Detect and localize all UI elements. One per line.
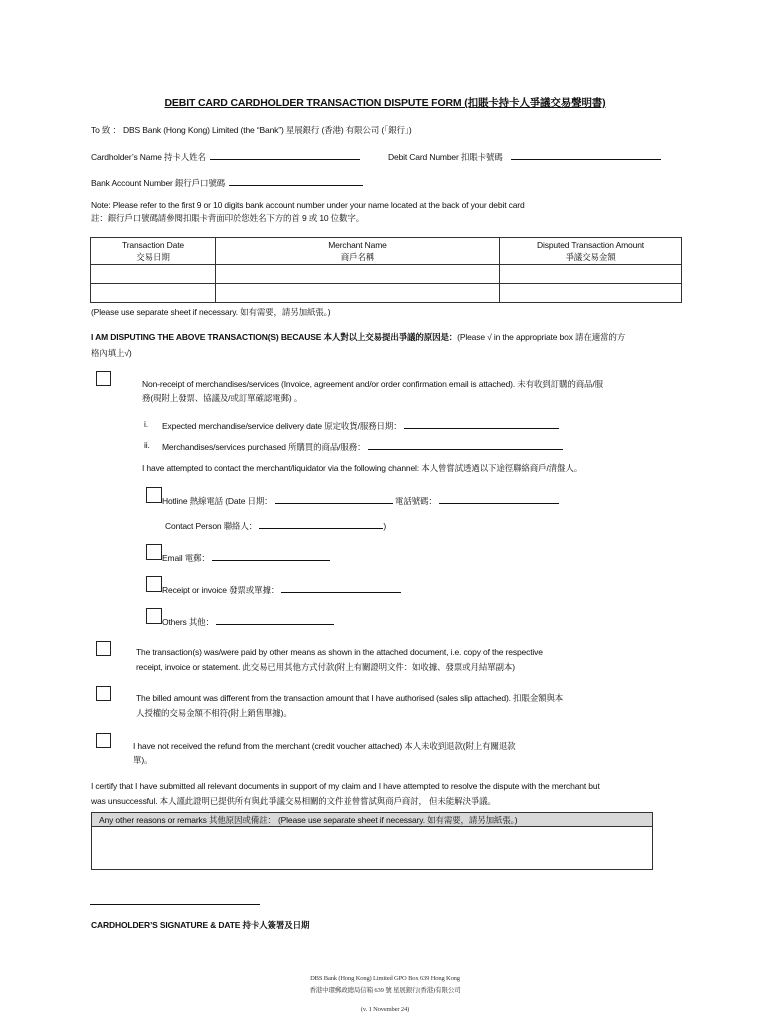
header-disputed-amount: Disputed Transaction Amount 爭議交易金額 bbox=[500, 238, 682, 265]
disputing-instruction-cont: 格內填上√) bbox=[91, 348, 132, 358]
contact-person-field[interactable] bbox=[259, 519, 383, 529]
table-header-row bbox=[91, 238, 682, 265]
merchandise-purchased-label: Merchandises/services purchased 所購買的商品/服務： bbox=[162, 442, 366, 452]
disputing-heading: I AM DISPUTING THE ABOVE TRANSACTION(S) BECAUSE 本人對以上交易提出爭議的原因是： bbox=[91, 332, 458, 342]
to-line: To 致 ： DBS Bank (Hong Kong) Limited (the “Bank”) 星展銀行 (香港) 有限公司 (「銀行」) bbox=[91, 125, 412, 135]
receipt-row bbox=[162, 583, 401, 596]
remarks-header: Any other reasons or remarks 其他原因或備註： (Please use separate sheet if necessary. 如有需要，請另加紙張。) bbox=[91, 812, 653, 826]
contact-person-label: Contact Person 聯絡人： bbox=[165, 521, 258, 531]
billed-amount-line1: The billed amount was different from the transaction amount that I have authorised (sales slip attached). 扣賬金額與本 bbox=[136, 693, 564, 703]
footer-address-en: DBS Bank (Hong Kong) Limited GPO Box 639 Hong Kong bbox=[310, 975, 460, 982]
email-row bbox=[162, 551, 330, 564]
email-checkbox[interactable] bbox=[146, 544, 162, 560]
hotline-row bbox=[162, 494, 559, 507]
disputed-amount-cell[interactable] bbox=[500, 284, 682, 303]
non-receipt-line2: 務(現附上發票、協議及/或訂單確認電郵) 。 bbox=[142, 393, 303, 403]
others-label: Others 其他： bbox=[162, 617, 214, 627]
debit-card-number-row bbox=[388, 150, 661, 163]
header-merchant-name: Merchant Name 商戶名稱 bbox=[216, 238, 500, 265]
cardholder-name-row bbox=[91, 150, 360, 163]
note-en: Note: Please refer to the first 9 or 10 digits bank account number under your name located at the back of your debit card bbox=[91, 200, 525, 210]
table-row bbox=[91, 284, 682, 303]
item-i-num: i. bbox=[144, 419, 148, 429]
hotline-tel-label: 電話號碼： bbox=[394, 496, 437, 506]
hotline-date-field[interactable] bbox=[275, 494, 393, 504]
merchant-name-cell[interactable] bbox=[216, 284, 500, 303]
certify-line1: I certify that I have submitted all relevant documents in support of my claim and I have attempted to resolve the dispute with the merchant but bbox=[91, 781, 600, 791]
paid-other-line2: receipt, invoice or statement. 此交易已用其他方式付款(附上有關證明文件：如收據、發票或月結單副本) bbox=[136, 662, 515, 672]
expected-delivery-label: Expected merchandise/service delivery date 原定收貨/服務日期： bbox=[162, 421, 402, 431]
note-zh: 註：銀行戶口號碼請參閱扣賬卡背面印於您姓名下方的首 9 或 10 位數字。 bbox=[91, 213, 365, 223]
expected-delivery-row bbox=[162, 419, 559, 432]
transaction-table bbox=[90, 237, 682, 303]
signature-label: CARDHOLDER’S SIGNATURE & DATE 持卡人簽署及日期 bbox=[91, 920, 310, 930]
contact-person-close-paren: ) bbox=[383, 521, 387, 531]
debit-card-number-label: Debit Card Number 扣賬卡號碼 bbox=[388, 152, 503, 162]
refund-line1: I have not received the refund from the merchant (credit voucher attached) 本人未收到退款(附上有關退款 bbox=[133, 741, 516, 751]
separate-sheet-note: (Please use separate sheet if necessary. 如有需要，請另加紙張。) bbox=[91, 307, 331, 317]
others-checkbox[interactable] bbox=[146, 608, 162, 624]
receipt-label: Receipt or invoice 發票或單據： bbox=[162, 585, 280, 595]
footer-address-zh: 香港中環郵政總局信箱 639 號 星展銀行(香港)有限公司 bbox=[309, 987, 461, 994]
non-receipt-checkbox[interactable] bbox=[96, 371, 111, 386]
footer-version: (v. 1 November 24) bbox=[360, 1006, 410, 1013]
cardholder-name-label: Cardholder’s Name 持卡人姓名 bbox=[91, 152, 206, 162]
form-title: DEBIT CARD CARDHOLDER TRANSACTION DISPUTE FORM (扣賬卡持卡人爭議交易聲明書) bbox=[164, 97, 606, 109]
billed-amount-checkbox[interactable] bbox=[96, 686, 111, 701]
others-row bbox=[162, 615, 334, 628]
merchandise-purchased-field[interactable] bbox=[368, 440, 563, 450]
disputing-instruction: (Please √ in the appropriate box 請在適當的方 bbox=[457, 332, 626, 342]
hotline-checkbox[interactable] bbox=[146, 487, 162, 503]
merchandise-purchased-row bbox=[162, 440, 563, 453]
bank-account-field[interactable] bbox=[229, 176, 363, 186]
non-receipt-line1: Non-receipt of merchandises/services (Invoice, agreement and/or order confirmation email is attached). 未有收到訂購的商品/服 bbox=[142, 379, 603, 389]
debit-card-number-field[interactable] bbox=[511, 150, 661, 160]
item-ii-num: ii. bbox=[144, 440, 150, 450]
table-row bbox=[91, 265, 682, 284]
refund-not-received-checkbox[interactable] bbox=[96, 733, 111, 748]
hotline-label: Hotline 熱線電話 (Date 日期： bbox=[162, 496, 273, 506]
contact-person-row bbox=[165, 519, 386, 532]
disputing-reason-line bbox=[91, 331, 625, 343]
remarks-field[interactable] bbox=[91, 826, 653, 870]
disputed-amount-cell[interactable] bbox=[500, 265, 682, 284]
email-label: Email 電郵： bbox=[162, 553, 210, 563]
bank-account-row bbox=[91, 176, 363, 189]
others-field[interactable] bbox=[216, 615, 334, 625]
paid-other-means-checkbox[interactable] bbox=[96, 641, 111, 656]
bank-account-label: Bank Account Number 銀行戶口號碼 bbox=[91, 178, 226, 188]
transaction-date-cell[interactable] bbox=[91, 284, 216, 303]
certify-line2: was unsuccessful. 本人謹此證明已提供所有與此爭議交易相關的文件並曾嘗試與商戶商討， 但未能解決爭議。 bbox=[91, 796, 496, 806]
header-transaction-date: Transaction Date 交易日期 bbox=[91, 238, 216, 265]
paid-other-line1: The transaction(s) was/were paid by other means as shown in the attached document, i.e. copy of the respective bbox=[136, 647, 543, 657]
contact-attempt-line: I have attempted to contact the merchant/liquidator via the following channel: 本人曾嘗試透過以下途徑聯絡商戶/清盤人。 bbox=[142, 463, 583, 473]
billed-amount-line2: 人授權的交易金額不相符(附上銷售單據)。 bbox=[136, 708, 292, 718]
cardholder-name-field[interactable] bbox=[210, 150, 360, 160]
expected-delivery-field[interactable] bbox=[404, 419, 559, 429]
transaction-date-cell[interactable] bbox=[91, 265, 216, 284]
hotline-tel-field[interactable] bbox=[439, 494, 559, 504]
receipt-field[interactable] bbox=[281, 583, 401, 593]
receipt-checkbox[interactable] bbox=[146, 576, 162, 592]
refund-line2: 單)。 bbox=[133, 755, 153, 765]
signature-line[interactable] bbox=[90, 904, 260, 905]
email-field[interactable] bbox=[212, 551, 330, 561]
merchant-name-cell[interactable] bbox=[216, 265, 500, 284]
